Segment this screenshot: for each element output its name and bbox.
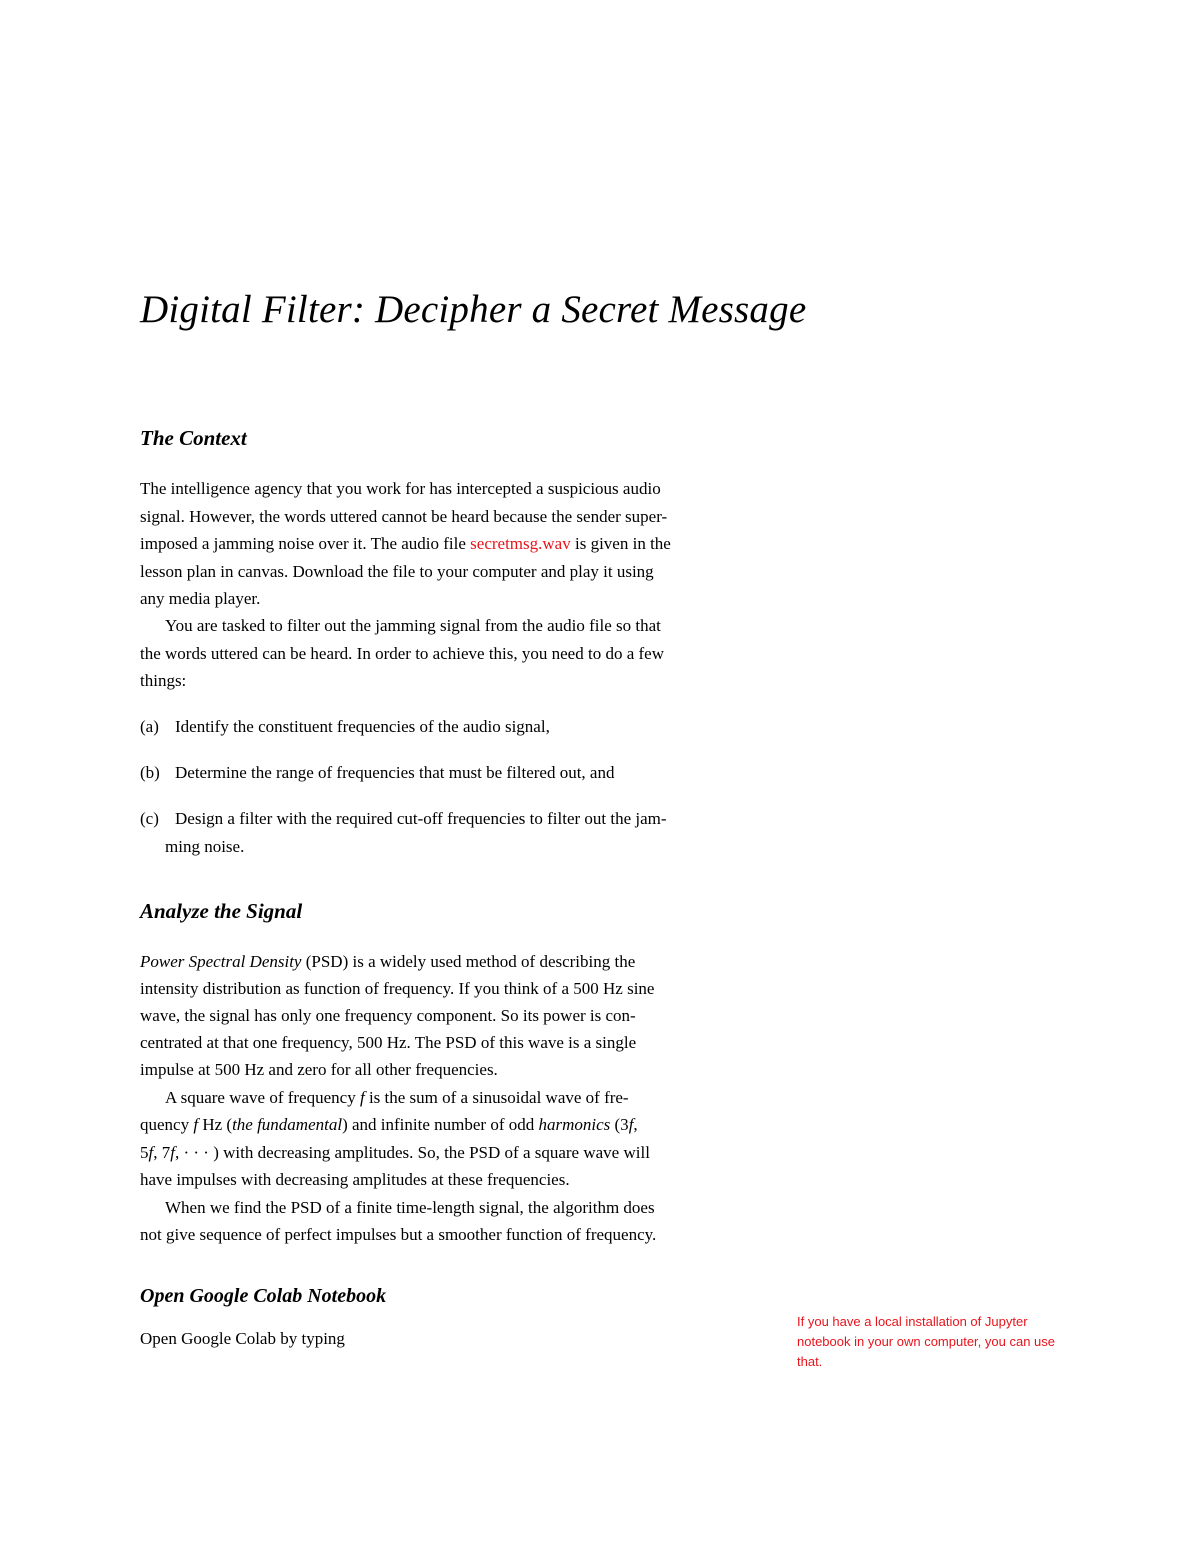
text-line: not give sequence of perfect impulses but a smoother function of frequency.	[140, 1225, 657, 1244]
text-line: any media player.	[140, 589, 261, 608]
list-item-label: (a)	[140, 717, 159, 736]
section-heading-colab: Open Google Colab Notebook	[140, 1285, 387, 1307]
text-line: Open Google Colab by typing	[140, 1329, 345, 1348]
page-title: Digital Filter: Decipher a Secret Message	[140, 288, 807, 331]
text-line: intensity distribution as function of frequency. If you think of a 500 Hz sine	[140, 979, 655, 998]
text-line: impulse at 500 Hz and zero for all other frequencies.	[140, 1060, 498, 1079]
text-line: wave, the signal has only one frequency component. So its power is con-	[140, 1006, 636, 1025]
text-span: A square wave of frequency	[165, 1088, 360, 1107]
text-line: You are tasked to filter out the jamming signal from the audio file so that	[165, 616, 661, 635]
math-f: f	[170, 1143, 175, 1162]
list-item-text: Identify the constituent frequencies of the audio signal,	[175, 717, 550, 736]
margin-note-line: that.	[797, 1354, 823, 1369]
text-span: imposed a jamming noise over it. The audio file	[140, 534, 471, 553]
text-span: , 7	[153, 1143, 171, 1162]
text-span: ) and infinite number of odd	[342, 1115, 539, 1134]
text-span: quency	[140, 1115, 194, 1134]
margin-note	[797, 1312, 1097, 1372]
text-line: things:	[140, 671, 187, 690]
text-line	[165, 1087, 629, 1109]
text-line: the words uttered can be heard. In order to achieve this, you need to do a few	[140, 644, 664, 663]
text-span: is given in the	[570, 534, 671, 553]
math-f: f	[148, 1143, 154, 1162]
text-span: , · · · ) with decreasing amplitudes. So, the PSD of a square wave will	[174, 1143, 650, 1162]
text-line: centrated at that one frequency, 500 Hz. The PSD of this wave is a single	[140, 1033, 637, 1052]
text-line	[140, 533, 671, 555]
math-f: f	[359, 1088, 365, 1107]
math-f: f	[628, 1115, 634, 1134]
list-item-text: Design a filter with the required cut-off frequencies to filter out the jam-	[175, 809, 667, 828]
list-item-label: (b)	[140, 763, 160, 782]
section-heading-context: The Context	[140, 426, 247, 450]
text-line: have impulses with decreasing amplitudes at these frequencies.	[140, 1170, 570, 1189]
text-span: Hz (	[198, 1115, 233, 1134]
fundamental-term: the fundamental	[232, 1115, 343, 1134]
text-span: is the sum of a sinusoidal wave of fre-	[364, 1088, 629, 1107]
psd-term: Power Spectral Density	[140, 952, 302, 971]
text-line	[140, 1142, 650, 1164]
text-line: The intelligence agency that you work for has intercepted a suspicious audio	[140, 479, 661, 498]
text-line: signal. However, the words uttered cannot be heard because the sender super-	[140, 507, 668, 526]
text-span: 5	[140, 1143, 149, 1162]
secretmsg-link[interactable]: secretmsg.wav	[470, 534, 571, 553]
text-line: lesson plan in canvas. Download the file to your computer and play it using	[140, 562, 654, 581]
margin-note-line: notebook in your own computer, you can use	[797, 1334, 1055, 1349]
list-item-text: Determine the range of frequencies that must be filtered out, and	[175, 763, 615, 782]
text-line	[140, 1114, 638, 1136]
harmonics-term: harmonics	[538, 1115, 611, 1134]
text-span: (3	[610, 1115, 629, 1134]
text-span: (PSD) is a widely used method of describing the	[301, 952, 636, 971]
section-heading-analyze: Analyze the Signal	[140, 899, 303, 923]
list-item-label: (c)	[140, 809, 159, 828]
math-f: f	[193, 1115, 199, 1134]
text-line	[140, 951, 635, 973]
margin-note-line: If you have a local installation of Jupyter	[797, 1314, 1028, 1329]
list-item-text: ming noise.	[165, 837, 245, 856]
text-span: ,	[633, 1115, 638, 1134]
text-line: When we find the PSD of a finite time-length signal, the algorithm does	[165, 1198, 655, 1217]
